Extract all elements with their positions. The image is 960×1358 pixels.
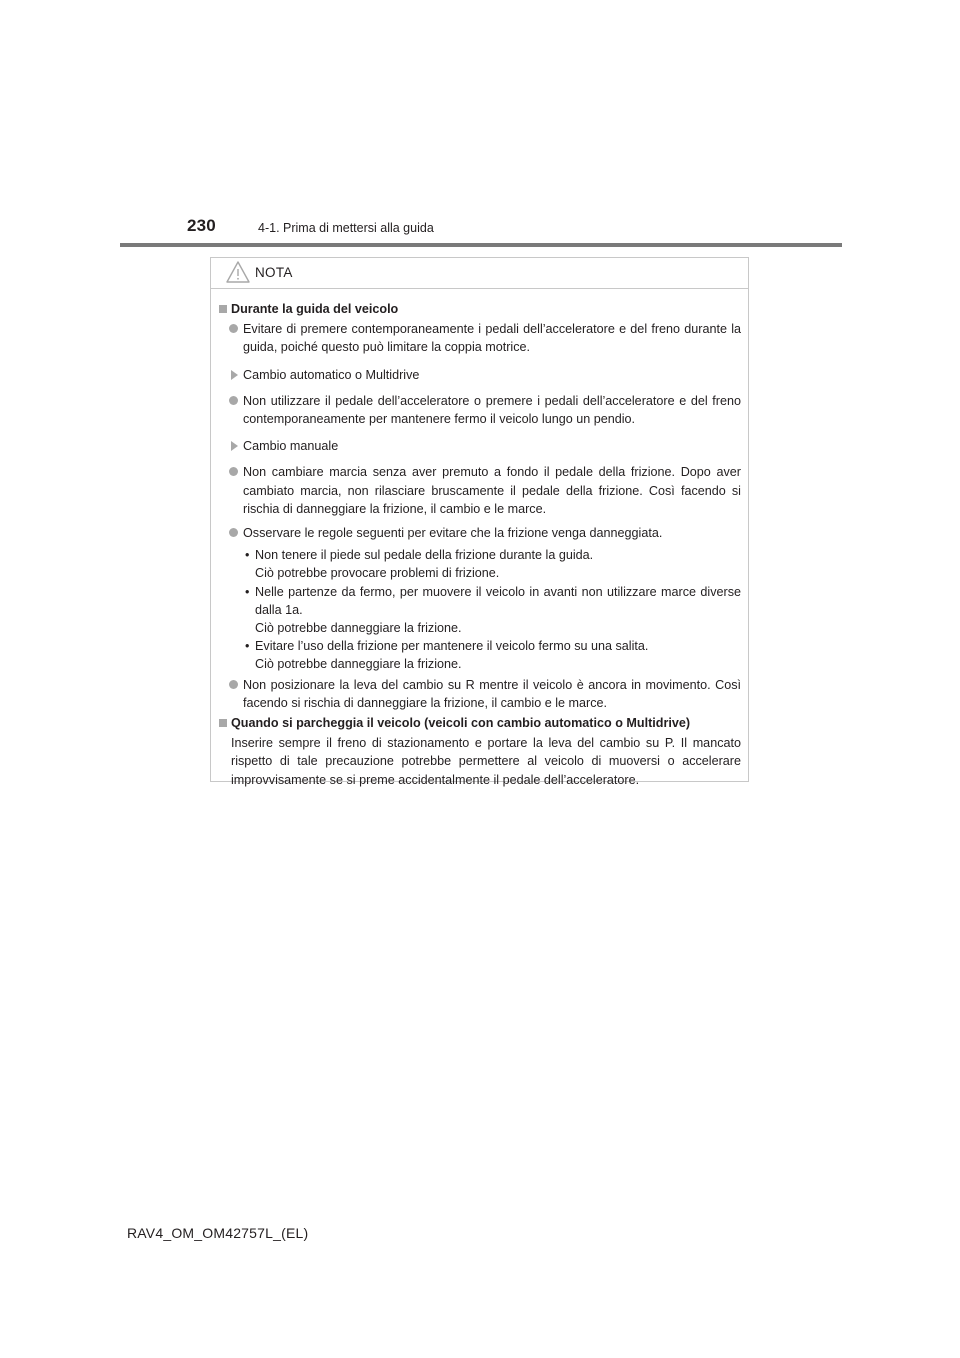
list-item xyxy=(219,463,741,518)
section-heading-text: Quando si parcheggia il veicolo (veicoli con cambio automatico o Multidrive) xyxy=(231,716,691,731)
list-item xyxy=(219,392,741,428)
sub-list-item-text: Evitare l’uso della frizione per mantenere il veicolo fermo su una salita. xyxy=(255,639,649,654)
list-item-text: Non cambiare marcia senza aver premuto a fondo il pedale della frizione. Dopo aver cambiato marcia, non rilasciare bruscamente il pedale della frizione. Così facendo si rischia di danneggiare la frizione, il cambio e le marce. xyxy=(243,465,741,516)
section-title: 4-1. Prima di mettersi alla guida xyxy=(258,221,434,235)
sub-heading xyxy=(219,437,741,455)
section-heading-text: Durante la guida del veicolo xyxy=(231,302,399,316)
notice-body xyxy=(219,300,741,789)
sub-bullet: • xyxy=(245,639,250,654)
notice-title: NOTA xyxy=(255,265,293,280)
sub-list-item-text: Non tenere il piede sul pedale della frizione durante la guida. xyxy=(255,548,594,563)
circle-bullet-icon xyxy=(229,324,238,333)
sub-list-note: Ciò potrebbe danneggiare la frizione. xyxy=(255,657,462,672)
circle-bullet-icon xyxy=(229,467,238,476)
list-item-text: Non posizionare la leva del cambio su R mentre il veicolo è ancora in movimento. Così facendo si rischia di danneggiare la frizione, il cambio e le marce. xyxy=(243,677,741,710)
sub-bullet: • xyxy=(245,584,250,599)
notice-header xyxy=(211,258,748,289)
list-item xyxy=(219,676,741,712)
arrow-bullet-icon xyxy=(231,370,238,380)
circle-bullet-icon xyxy=(229,396,238,405)
section-heading xyxy=(219,714,741,732)
sub-heading-text: Cambio manuale xyxy=(243,439,339,454)
sub-list-item-text: Nelle partenze da fermo, per muovere il veicolo in avanti non utilizzare marce diverse dalla 1a. xyxy=(255,584,741,617)
sub-list-item xyxy=(219,583,741,619)
header-rule xyxy=(120,243,842,247)
sub-list-note: Ciò potrebbe provocare problemi di frizione. xyxy=(255,566,500,581)
sub-heading-text: Cambio automatico o Multidrive xyxy=(243,367,420,382)
page-number: 230 xyxy=(187,216,216,235)
sub-list-note: Ciò potrebbe danneggiare la frizione. xyxy=(255,621,462,636)
notice-box xyxy=(210,257,749,787)
circle-bullet-icon xyxy=(229,680,238,689)
list-item-text: Non utilizzare il pedale dell’acceleratore o premere i pedali dell’acceleratore e del freno contemporaneamente per mantenere fermo il veicolo lungo un pendio. xyxy=(243,393,741,427)
sub-list-item xyxy=(219,546,741,564)
section-heading xyxy=(219,300,741,318)
paragraph: Inserire sempre il freno di stazionamento e portare la leva del cambio su P. Il mancato rispetto di tale precauzione potrebbe permettere al veicolo di muoversi o accelerare improvvisamente se si preme accidentalmente il pedale dell’acceleratore. xyxy=(231,736,741,787)
document-id: RAV4_OM_OM42757L_(EL) xyxy=(127,1225,309,1241)
square-bullet-icon xyxy=(219,719,227,727)
warning-triangle-icon xyxy=(225,260,251,284)
list-item-text: Osservare le regole seguenti per evitare che la frizione venga danneggiata. xyxy=(243,526,663,541)
list-item xyxy=(219,320,741,356)
sub-bullet: • xyxy=(245,548,250,563)
list-item xyxy=(219,524,741,542)
circle-bullet-icon xyxy=(229,528,238,537)
list-item-text: Evitare di premere contemporaneamente i pedali dell’acceleratore e del freno durante la guida, poiché questo può limitare la coppia motrice. xyxy=(243,322,741,355)
sub-list-item xyxy=(219,637,741,655)
sub-heading xyxy=(219,366,741,384)
arrow-bullet-icon xyxy=(231,441,238,451)
square-bullet-icon xyxy=(219,305,227,313)
